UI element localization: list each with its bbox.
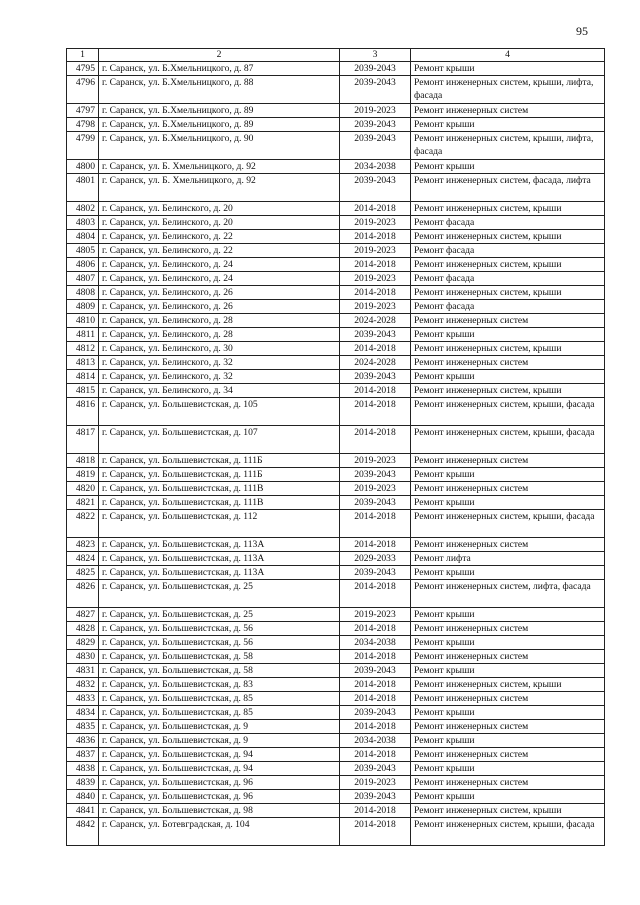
table-header xyxy=(67,49,605,62)
period-cell: 2014-2018 xyxy=(340,286,411,300)
address-cell: г. Саранск, ул. Белинского, д. 22 xyxy=(99,244,340,258)
period-cell: 2039-2043 xyxy=(340,76,411,104)
address-cell: г. Саранск, ул. Большевистская, д. 58 xyxy=(99,650,340,664)
work-type-cell: Ремонт инженерных систем, крыши xyxy=(411,202,605,216)
table-row xyxy=(67,692,605,706)
period-cell: 2014-2018 xyxy=(340,510,411,538)
period-cell: 2039-2043 xyxy=(340,174,411,202)
work-type-cell: Ремонт крыши xyxy=(411,636,605,650)
table-row xyxy=(67,104,605,118)
work-type-cell: Ремонт инженерных систем, крыши xyxy=(411,258,605,272)
period-cell: 2014-2018 xyxy=(340,678,411,692)
table-row xyxy=(67,356,605,370)
table-row xyxy=(67,608,605,622)
work-type-cell: Ремонт инженерных систем, крыши, лифта, фасада xyxy=(411,76,605,104)
period-cell: 2039-2043 xyxy=(340,496,411,510)
period-cell: 2029-2033 xyxy=(340,552,411,566)
row-number: 4807 xyxy=(67,272,99,286)
row-number: 4796 xyxy=(67,76,99,104)
row-number: 4827 xyxy=(67,608,99,622)
work-type-cell: Ремонт инженерных систем, крыши, фасада xyxy=(411,818,605,846)
table-row xyxy=(67,776,605,790)
repair-schedule-table xyxy=(66,48,605,846)
row-number: 4822 xyxy=(67,510,99,538)
row-number: 4837 xyxy=(67,748,99,762)
table-row xyxy=(67,384,605,398)
table-row xyxy=(67,230,605,244)
row-number: 4798 xyxy=(67,118,99,132)
table-row xyxy=(67,300,605,314)
period-cell: 2014-2018 xyxy=(340,818,411,846)
row-number: 4818 xyxy=(67,454,99,468)
period-cell: 2024-2028 xyxy=(340,314,411,328)
work-type-cell: Ремонт инженерных систем, лифта, фасада xyxy=(411,580,605,608)
table-row xyxy=(67,706,605,720)
row-number: 4809 xyxy=(67,300,99,314)
row-number: 4813 xyxy=(67,356,99,370)
work-type-cell: Ремонт крыши xyxy=(411,118,605,132)
work-type-cell: Ремонт крыши xyxy=(411,664,605,678)
period-cell: 2014-2018 xyxy=(340,748,411,762)
row-number: 4820 xyxy=(67,482,99,496)
work-type-cell: Ремонт инженерных систем, крыши, лифта, фасада xyxy=(411,132,605,160)
work-type-cell: Ремонт инженерных систем xyxy=(411,314,605,328)
address-cell: г. Саранск, ул. Б.Хмельницкого, д. 87 xyxy=(99,62,340,76)
work-type-cell: Ремонт крыши xyxy=(411,608,605,622)
work-type-cell: Ремонт инженерных систем, крыши, фасада xyxy=(411,510,605,538)
column-header-4: 4 xyxy=(411,49,605,62)
work-type-cell: Ремонт инженерных систем, фасада, лифта xyxy=(411,174,605,202)
address-cell: г. Саранск, ул. Б.Хмельницкого, д. 89 xyxy=(99,104,340,118)
row-number: 4808 xyxy=(67,286,99,300)
work-type-cell: Ремонт инженерных систем, крыши, фасада xyxy=(411,426,605,454)
work-type-cell: Ремонт крыши xyxy=(411,370,605,384)
address-cell: г. Саранск, ул. Белинского, д. 26 xyxy=(99,286,340,300)
table-row xyxy=(67,244,605,258)
work-type-cell: Ремонт фасада xyxy=(411,216,605,230)
period-cell: 2014-2018 xyxy=(340,426,411,454)
period-cell: 2034-2038 xyxy=(340,636,411,650)
row-number: 4811 xyxy=(67,328,99,342)
table-row xyxy=(67,258,605,272)
period-cell: 2019-2023 xyxy=(340,608,411,622)
column-header-3: 3 xyxy=(340,49,411,62)
period-cell: 2039-2043 xyxy=(340,566,411,580)
row-number: 4832 xyxy=(67,678,99,692)
address-cell: г. Саранск, ул. Большевистская, д. 113А xyxy=(99,538,340,552)
address-cell: г. Саранск, ул. Большевистская, д. 105 xyxy=(99,398,340,426)
table-row xyxy=(67,468,605,482)
table-row xyxy=(67,454,605,468)
address-cell: г. Саранск, ул. Белинского, д. 28 xyxy=(99,314,340,328)
work-type-cell: Ремонт инженерных систем xyxy=(411,538,605,552)
table-row xyxy=(67,580,605,608)
period-cell: 2039-2043 xyxy=(340,762,411,776)
table-row xyxy=(67,790,605,804)
table-row xyxy=(67,118,605,132)
work-type-cell: Ремонт инженерных систем, крыши, фасада xyxy=(411,398,605,426)
table-row xyxy=(67,342,605,356)
row-number: 4800 xyxy=(67,160,99,174)
period-cell: 2039-2043 xyxy=(340,790,411,804)
work-type-cell: Ремонт фасада xyxy=(411,244,605,258)
work-type-cell: Ремонт инженерных систем, крыши xyxy=(411,384,605,398)
address-cell: г. Саранск, ул. Большевистская, д. 56 xyxy=(99,636,340,650)
period-cell: 2014-2018 xyxy=(340,580,411,608)
table-row xyxy=(67,328,605,342)
address-cell: г. Саранск, ул. Большевистская, д. 85 xyxy=(99,706,340,720)
row-number: 4840 xyxy=(67,790,99,804)
page-number: 95 xyxy=(576,24,588,38)
table-row xyxy=(67,482,605,496)
work-type-cell: Ремонт крыши xyxy=(411,62,605,76)
table-row xyxy=(67,202,605,216)
period-cell: 2014-2018 xyxy=(340,258,411,272)
row-number: 4841 xyxy=(67,804,99,818)
address-cell: г. Саранск, ул. Большевистская, д. 98 xyxy=(99,804,340,818)
address-cell: г. Саранск, ул. Большевистская, д. 58 xyxy=(99,664,340,678)
table-row xyxy=(67,160,605,174)
row-number: 4802 xyxy=(67,202,99,216)
row-number: 4834 xyxy=(67,706,99,720)
table-row xyxy=(67,286,605,300)
address-cell: г. Саранск, ул. Большевистская, д. 9 xyxy=(99,720,340,734)
address-cell: г. Саранск, ул. Большевистская, д. 25 xyxy=(99,580,340,608)
table-row xyxy=(67,636,605,650)
period-cell: 2019-2023 xyxy=(340,216,411,230)
row-number: 4829 xyxy=(67,636,99,650)
address-cell: г. Саранск, ул. Большевистская, д. 113А xyxy=(99,566,340,580)
work-type-cell: Ремонт крыши xyxy=(411,468,605,482)
work-type-cell: Ремонт крыши xyxy=(411,496,605,510)
address-cell: г. Саранск, ул. Большевистская, д. 94 xyxy=(99,748,340,762)
work-type-cell: Ремонт крыши xyxy=(411,762,605,776)
table-row xyxy=(67,650,605,664)
table-row xyxy=(67,566,605,580)
row-number: 4823 xyxy=(67,538,99,552)
work-type-cell: Ремонт инженерных систем xyxy=(411,454,605,468)
work-type-cell: Ремонт лифта xyxy=(411,552,605,566)
period-cell: 2014-2018 xyxy=(340,692,411,706)
row-number: 4797 xyxy=(67,104,99,118)
row-number: 4842 xyxy=(67,818,99,846)
address-cell: г. Саранск, ул. Белинского, д. 32 xyxy=(99,370,340,384)
address-cell: г. Саранск, ул. Б.Хмельницкого, д. 90 xyxy=(99,132,340,160)
table-row xyxy=(67,804,605,818)
table-row xyxy=(67,62,605,76)
period-cell: 2039-2043 xyxy=(340,118,411,132)
period-cell: 2019-2023 xyxy=(340,776,411,790)
table-row xyxy=(67,538,605,552)
period-cell: 2014-2018 xyxy=(340,342,411,356)
period-cell: 2014-2018 xyxy=(340,804,411,818)
period-cell: 2014-2018 xyxy=(340,650,411,664)
table-row xyxy=(67,720,605,734)
period-cell: 2019-2023 xyxy=(340,300,411,314)
address-cell: г. Саранск, ул. Большевистская, д. 111В xyxy=(99,482,340,496)
row-number: 4814 xyxy=(67,370,99,384)
period-cell: 2019-2023 xyxy=(340,482,411,496)
work-type-cell: Ремонт крыши xyxy=(411,566,605,580)
work-type-cell: Ремонт инженерных систем xyxy=(411,356,605,370)
address-cell: г. Саранск, ул. Большевистская, д. 112 xyxy=(99,510,340,538)
row-number: 4825 xyxy=(67,566,99,580)
address-cell: г. Саранск, ул. Большевистская, д. 83 xyxy=(99,678,340,692)
row-number: 4835 xyxy=(67,720,99,734)
table-row xyxy=(67,622,605,636)
period-cell: 2039-2043 xyxy=(340,664,411,678)
work-type-cell: Ремонт инженерных систем xyxy=(411,622,605,636)
work-type-cell: Ремонт инженерных систем xyxy=(411,104,605,118)
work-type-cell: Ремонт инженерных систем, крыши xyxy=(411,286,605,300)
work-type-cell: Ремонт крыши xyxy=(411,790,605,804)
address-cell: г. Саранск, ул. Большевистская, д. 56 xyxy=(99,622,340,636)
work-type-cell: Ремонт инженерных систем xyxy=(411,482,605,496)
row-number: 4801 xyxy=(67,174,99,202)
row-number: 4810 xyxy=(67,314,99,328)
address-cell: г. Саранск, ул. Большевистская, д. 113А xyxy=(99,552,340,566)
address-cell: г. Саранск, ул. Большевистская, д. 96 xyxy=(99,776,340,790)
period-cell: 2014-2018 xyxy=(340,230,411,244)
table-row xyxy=(67,314,605,328)
row-number: 4816 xyxy=(67,398,99,426)
row-number: 4819 xyxy=(67,468,99,482)
table-row xyxy=(67,496,605,510)
address-cell: г. Саранск, ул. Б. Хмельницкого, д. 92 xyxy=(99,160,340,174)
period-cell: 2014-2018 xyxy=(340,538,411,552)
address-cell: г. Саранск, ул. Б.Хмельницкого, д. 89 xyxy=(99,118,340,132)
table-row xyxy=(67,664,605,678)
address-cell: г. Саранск, ул. Белинского, д. 24 xyxy=(99,272,340,286)
column-header-1: 1 xyxy=(67,49,99,62)
period-cell: 2014-2018 xyxy=(340,398,411,426)
row-number: 4839 xyxy=(67,776,99,790)
row-number: 4836 xyxy=(67,734,99,748)
address-cell: г. Саранск, ул. Ботевградская, д. 104 xyxy=(99,818,340,846)
row-number: 4831 xyxy=(67,664,99,678)
period-cell: 2019-2023 xyxy=(340,454,411,468)
address-cell: г. Саранск, ул. Большевистская, д. 111В xyxy=(99,496,340,510)
period-cell: 2039-2043 xyxy=(340,62,411,76)
table-row xyxy=(67,552,605,566)
address-cell: г. Саранск, ул. Белинского, д. 26 xyxy=(99,300,340,314)
work-type-cell: Ремонт инженерных систем xyxy=(411,692,605,706)
period-cell: 2034-2038 xyxy=(340,734,411,748)
address-cell: г. Саранск, ул. Белинского, д. 20 xyxy=(99,202,340,216)
period-cell: 2014-2018 xyxy=(340,720,411,734)
work-type-cell: Ремонт инженерных систем xyxy=(411,650,605,664)
row-number: 4824 xyxy=(67,552,99,566)
period-cell: 2019-2023 xyxy=(340,244,411,258)
work-type-cell: Ремонт инженерных систем xyxy=(411,720,605,734)
address-cell: г. Саранск, ул. Белинского, д. 22 xyxy=(99,230,340,244)
row-number: 4828 xyxy=(67,622,99,636)
address-cell: г. Саранск, ул. Большевистская, д. 25 xyxy=(99,608,340,622)
period-cell: 2024-2028 xyxy=(340,356,411,370)
work-type-cell: Ремонт крыши xyxy=(411,734,605,748)
table-row xyxy=(67,216,605,230)
address-cell: г. Саранск, ул. Белинского, д. 30 xyxy=(99,342,340,356)
row-number: 4805 xyxy=(67,244,99,258)
row-number: 4830 xyxy=(67,650,99,664)
period-cell: 2014-2018 xyxy=(340,384,411,398)
work-type-cell: Ремонт инженерных систем, крыши xyxy=(411,678,605,692)
address-cell: г. Саранск, ул. Белинского, д. 34 xyxy=(99,384,340,398)
work-type-cell: Ремонт крыши xyxy=(411,160,605,174)
period-cell: 2039-2043 xyxy=(340,370,411,384)
work-type-cell: Ремонт фасада xyxy=(411,272,605,286)
work-type-cell: Ремонт фасада xyxy=(411,300,605,314)
row-number: 4804 xyxy=(67,230,99,244)
table-row xyxy=(67,132,605,160)
table-row xyxy=(67,734,605,748)
row-number: 4826 xyxy=(67,580,99,608)
table-row xyxy=(67,762,605,776)
row-number: 4833 xyxy=(67,692,99,706)
address-cell: г. Саранск, ул. Большевистская, д. 111Б xyxy=(99,468,340,482)
address-cell: г. Саранск, ул. Большевистская, д. 94 xyxy=(99,762,340,776)
table-body xyxy=(67,62,605,846)
row-number: 4821 xyxy=(67,496,99,510)
work-type-cell: Ремонт инженерных систем, крыши xyxy=(411,804,605,818)
period-cell: 2039-2043 xyxy=(340,468,411,482)
address-cell: г. Саранск, ул. Большевистская, д. 9 xyxy=(99,734,340,748)
row-number: 4812 xyxy=(67,342,99,356)
table-row xyxy=(67,272,605,286)
work-type-cell: Ремонт крыши xyxy=(411,328,605,342)
table-row xyxy=(67,510,605,538)
period-cell: 2034-2038 xyxy=(340,160,411,174)
period-cell: 2019-2023 xyxy=(340,272,411,286)
row-number: 4799 xyxy=(67,132,99,160)
work-type-cell: Ремонт инженерных систем, крыши xyxy=(411,342,605,356)
period-cell: 2014-2018 xyxy=(340,622,411,636)
work-type-cell: Ремонт инженерных систем xyxy=(411,776,605,790)
address-cell: г. Саранск, ул. Белинского, д. 28 xyxy=(99,328,340,342)
table-row xyxy=(67,370,605,384)
table-row xyxy=(67,174,605,202)
table-row xyxy=(67,398,605,426)
row-number: 4803 xyxy=(67,216,99,230)
address-cell: г. Саранск, ул. Б. Хмельницкого, д. 92 xyxy=(99,174,340,202)
address-cell: г. Саранск, ул. Белинского, д. 32 xyxy=(99,356,340,370)
row-number: 4795 xyxy=(67,62,99,76)
work-type-cell: Ремонт инженерных систем xyxy=(411,748,605,762)
period-cell: 2039-2043 xyxy=(340,132,411,160)
row-number: 4815 xyxy=(67,384,99,398)
table-row xyxy=(67,76,605,104)
period-cell: 2039-2043 xyxy=(340,328,411,342)
address-cell: г. Саранск, ул. Большевистская, д. 96 xyxy=(99,790,340,804)
address-cell: г. Саранск, ул. Большевистская, д. 107 xyxy=(99,426,340,454)
address-cell: г. Саранск, ул. Б.Хмельницкого, д. 88 xyxy=(99,76,340,104)
period-cell: 2039-2043 xyxy=(340,706,411,720)
work-type-cell: Ремонт крыши xyxy=(411,706,605,720)
period-cell: 2019-2023 xyxy=(340,104,411,118)
table-row xyxy=(67,678,605,692)
period-cell: 2014-2018 xyxy=(340,202,411,216)
address-cell: г. Саранск, ул. Большевистская, д. 111Б xyxy=(99,454,340,468)
column-header-2: 2 xyxy=(99,49,340,62)
work-type-cell: Ремонт инженерных систем, крыши xyxy=(411,230,605,244)
table-row xyxy=(67,818,605,846)
table-row xyxy=(67,748,605,762)
address-cell: г. Саранск, ул. Белинского, д. 20 xyxy=(99,216,340,230)
address-cell: г. Саранск, ул. Белинского, д. 24 xyxy=(99,258,340,272)
row-number: 4806 xyxy=(67,258,99,272)
address-cell: г. Саранск, ул. Большевистская, д. 85 xyxy=(99,692,340,706)
table-row xyxy=(67,426,605,454)
row-number: 4838 xyxy=(67,762,99,776)
row-number: 4817 xyxy=(67,426,99,454)
